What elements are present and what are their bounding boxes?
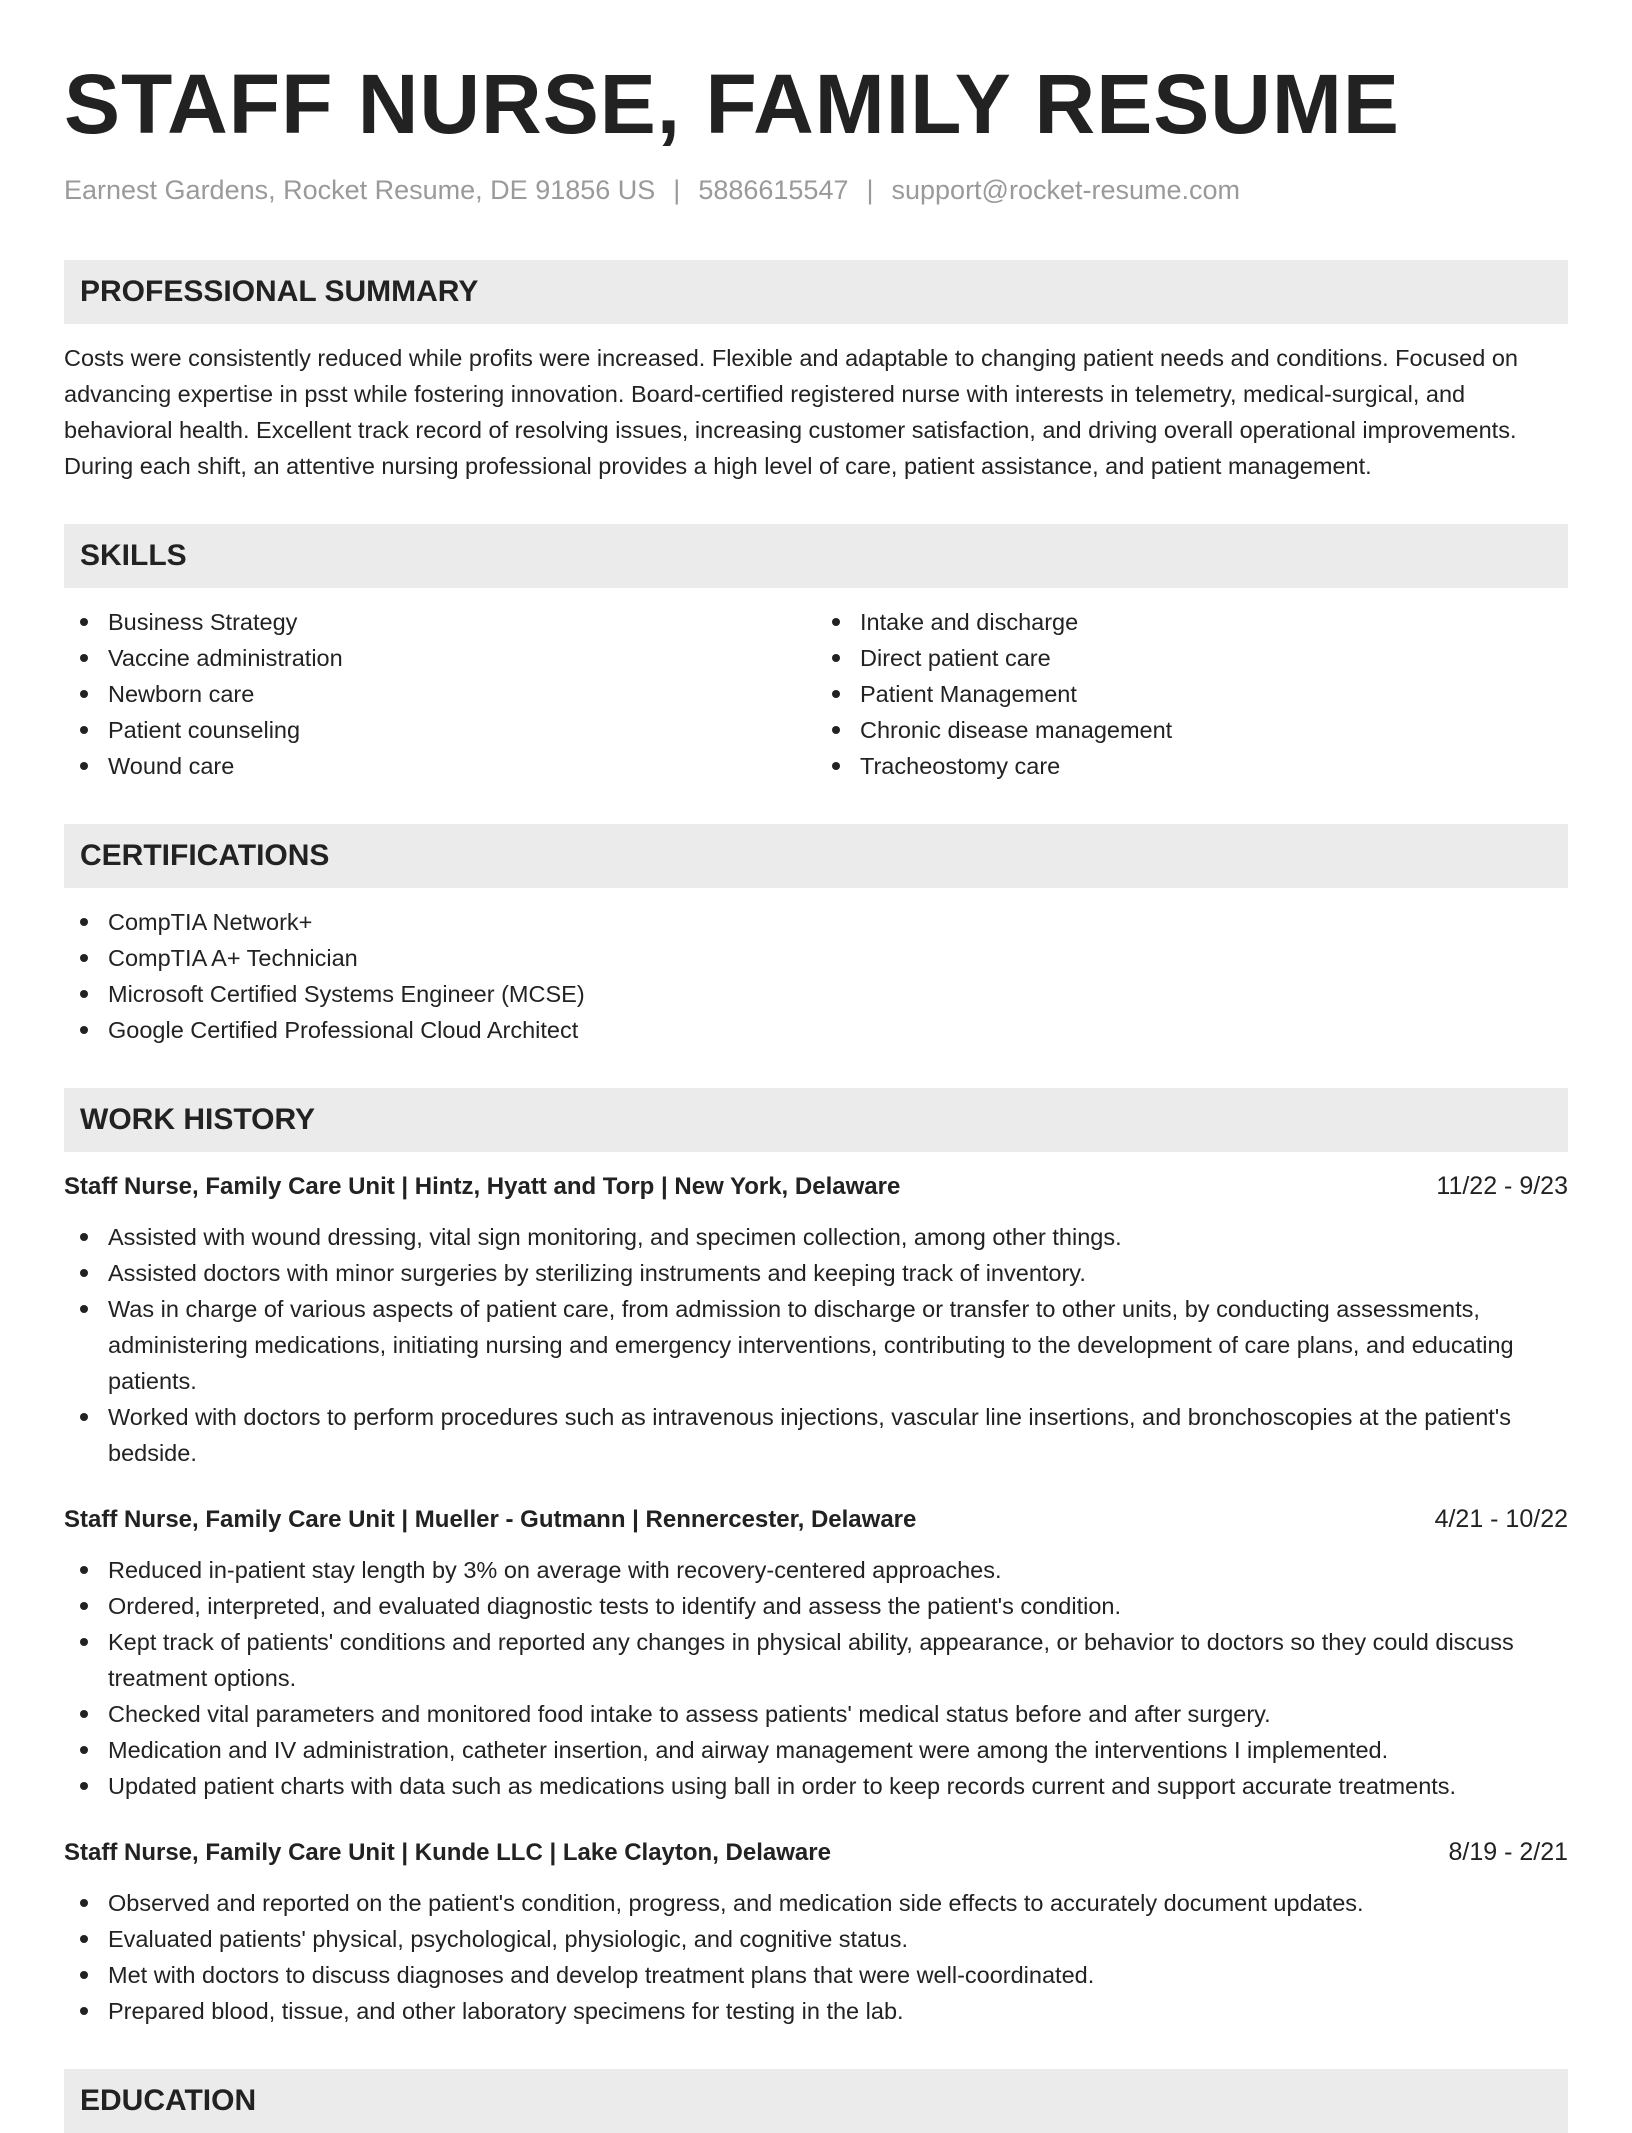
job-bullet: Was in charge of various aspects of patient care, from admission to discharge or transfer to other units, by conducting assessments, administering medications, initiating nursing and emergency interventions, contributing to the development of care plans, and educating patients.: [64, 1291, 1568, 1399]
skills-list-left: [64, 604, 816, 784]
job-bullet: Checked vital parameters and monitored food intake to assess patients' medical status before and after surgery.: [64, 1696, 1568, 1732]
section-heading-work-history: WORK HISTORY: [64, 1088, 1568, 1152]
contact-separator: |: [866, 175, 874, 205]
skills-column-right: [816, 604, 1568, 784]
job-bullets: [64, 1552, 1568, 1804]
job-header: [64, 1168, 1568, 1205]
job-bullet: Updated patient charts with data such as medications using ball in order to keep records current and support accurate treatments.: [64, 1768, 1568, 1804]
job-bullet: Worked with doctors to perform procedures such as intravenous injections, vascular line insertions, and bronchoscopies at the patient's bedside.: [64, 1399, 1568, 1471]
skill-item: Patient Management: [816, 676, 1568, 712]
skill-item: Tracheostomy care: [816, 748, 1568, 784]
skill-item: Patient counseling: [64, 712, 816, 748]
job-bullet: Assisted doctors with minor surgeries by sterilizing instruments and keeping track of inventory.: [64, 1255, 1568, 1291]
job-bullets: [64, 1885, 1568, 2029]
job-title: Staff Nurse, Family Care Unit | Mueller - Gutmann | Rennercester, Delaware: [64, 1506, 917, 1533]
job-bullet: Ordered, interpreted, and evaluated diagnostic tests to identify and assess the patient's condition.: [64, 1588, 1568, 1624]
job-bullet: Prepared blood, tissue, and other laboratory specimens for testing in the lab.: [64, 1993, 1568, 2029]
section-heading-education: EDUCATION: [64, 2069, 1568, 2133]
certifications-block: [64, 904, 1568, 1048]
job-dates: 8/19 - 2/21: [1448, 1838, 1568, 1866]
job-entry: [64, 1501, 1568, 1804]
skill-item: Chronic disease management: [816, 712, 1568, 748]
certifications-list: [64, 904, 1568, 1048]
job-bullets: [64, 1219, 1568, 1471]
skills-list-right: [816, 604, 1568, 784]
job-bullet: Reduced in-patient stay length by 3% on average with recovery-centered approaches.: [64, 1552, 1568, 1588]
contact-address: Earnest Gardens, Rocket Resume, DE 91856 US: [64, 175, 656, 205]
summary-text: Costs were consistently reduced while profits were increased. Flexible and adaptable to changing patient needs and conditions. Focused on advancing expertise in psst while fostering innovation. Board-certified registered nurse with interests in telemetry, medical-surgical, and behavioral health. Excellent track record of resolving issues, increasing customer satisfaction, and driving overall operational improvements. During each shift, an attentive nursing professional provides a high level of care, patient assistance, and patient management.: [64, 345, 1518, 479]
job-dates: 4/21 - 10/22: [1434, 1505, 1568, 1533]
job-bullet: Assisted with wound dressing, vital sign monitoring, and specimen collection, among other things.: [64, 1219, 1568, 1255]
job-header: [64, 1501, 1568, 1538]
certification-item: CompTIA Network+: [64, 904, 1568, 940]
section-heading-summary: PROFESSIONAL SUMMARY: [64, 260, 1568, 324]
job-bullet: Kept track of patients' conditions and reported any changes in physical ability, appearance, or behavior to doctors so they could discuss treatment options.: [64, 1624, 1568, 1696]
certification-item: Microsoft Certified Systems Engineer (MCSE): [64, 976, 1568, 1012]
skill-item: Direct patient care: [816, 640, 1568, 676]
skill-item: Intake and discharge: [816, 604, 1568, 640]
skill-item: Business Strategy: [64, 604, 816, 640]
skills-column-left: [64, 604, 816, 784]
skill-item: Newborn care: [64, 676, 816, 712]
certification-item: Google Certified Professional Cloud Architect: [64, 1012, 1568, 1048]
job-entry: [64, 1834, 1568, 2029]
job-header: [64, 1834, 1568, 1871]
job-bullet: Met with doctors to discuss diagnoses and develop treatment plans that were well-coordinated.: [64, 1957, 1568, 1993]
job-bullet: Evaluated patients' physical, psychological, physiologic, and cognitive status.: [64, 1921, 1568, 1957]
skill-item: Vaccine administration: [64, 640, 816, 676]
contact-email[interactable]: support@rocket-resume.com: [891, 175, 1241, 205]
skills-columns: [64, 604, 1568, 784]
job-entry: [64, 1168, 1568, 1471]
section-heading-certifications: CERTIFICATIONS: [64, 824, 1568, 888]
contact-phone: 5886615547: [698, 175, 849, 205]
job-title: Staff Nurse, Family Care Unit | Hintz, Hyatt and Torp | New York, Delaware: [64, 1173, 901, 1200]
job-bullet: Observed and reported on the patient's condition, progress, and medication side effects to accurately document updates.: [64, 1885, 1568, 1921]
contact-line: [64, 172, 1568, 208]
job-dates: 11/22 - 9/23: [1436, 1172, 1568, 1200]
certification-item: CompTIA A+ Technician: [64, 940, 1568, 976]
resume-title: STAFF NURSE, FAMILY RESUME: [64, 57, 1400, 151]
skill-item: Wound care: [64, 748, 816, 784]
section-heading-skills: SKILLS: [64, 524, 1568, 588]
contact-separator: |: [673, 175, 681, 205]
job-bullet: Medication and IV administration, catheter insertion, and airway management were among the interventions I implemented.: [64, 1732, 1568, 1768]
job-title: Staff Nurse, Family Care Unit | Kunde LLC | Lake Clayton, Delaware: [64, 1839, 831, 1866]
